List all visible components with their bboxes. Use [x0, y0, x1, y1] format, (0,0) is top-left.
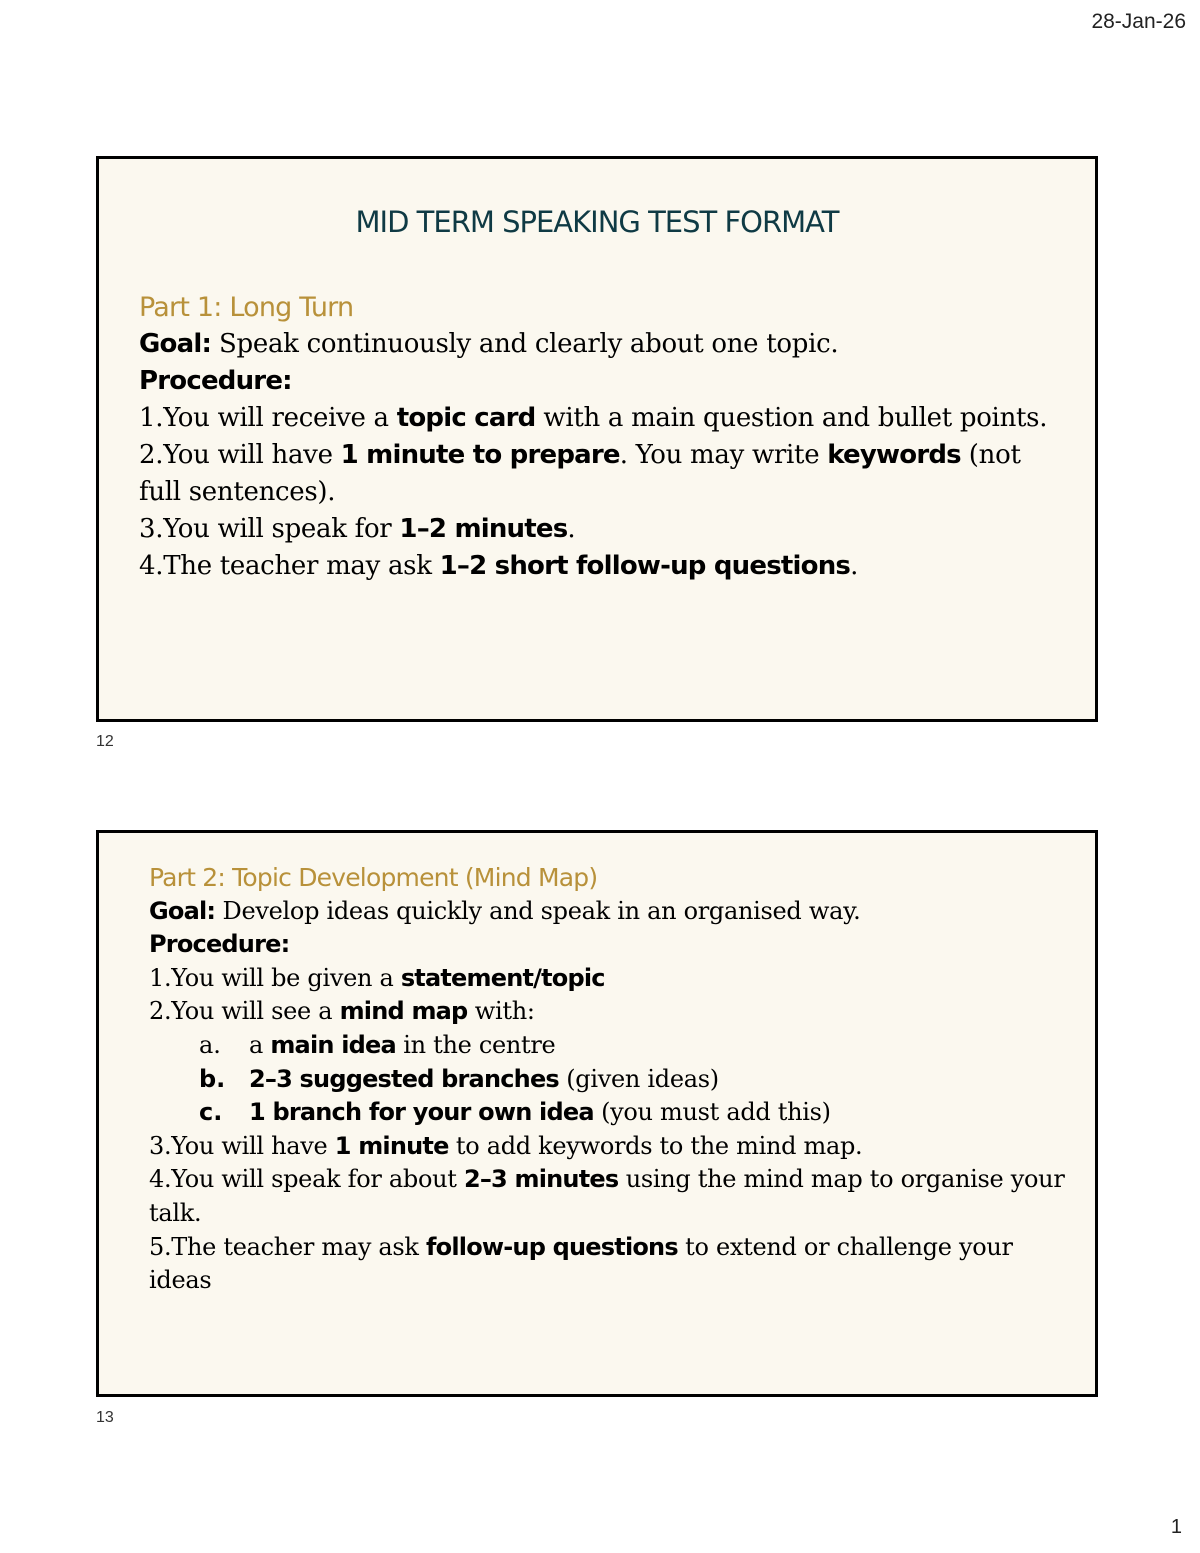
procedure-step: 1.You will receive a topic card with a main question and bullet points. [139, 403, 1048, 433]
slide-number: 12 [96, 733, 114, 750]
procedure-step: 5.The teacher may ask follow-up questions to extend or challenge your ideas [149, 1232, 1013, 1295]
goal-line [139, 326, 1065, 363]
sub-item-marker: b. [199, 1064, 226, 1093]
sub-item: a. a main idea in the centre [149, 1029, 1065, 1063]
goal-label: Goal: [149, 896, 216, 925]
part-heading: Part 2: Topic Development (Mind Map) [149, 863, 598, 892]
procedure-step: 4.You will speak for about 2–3 minutes using the mind map to organise your talk. [149, 1165, 1065, 1227]
sub-item-marker: a. [199, 1030, 221, 1059]
goal-text: Develop ideas quickly and speak in an organised way. [215, 896, 861, 925]
slide-content [149, 861, 1065, 1298]
procedure-step: 3.You will speak for 1–2 minutes. [139, 514, 576, 544]
sub-item: c. 1 branch for your own idea (you must add this) [149, 1096, 1065, 1130]
page-number: 1 [1170, 1516, 1182, 1538]
goal-label: Goal: [139, 329, 212, 359]
procedure-step: 1.You will be given a statement/topic [149, 963, 605, 992]
goal-text: Speak continuously and clearly about one topic. [211, 329, 839, 359]
procedure-step: 2.You will see a mind map with: [149, 997, 535, 1026]
procedure-step: 3.You will have 1 minute to add keywords to the mind map. [149, 1131, 863, 1160]
page-date: 28-Jan-26 [1091, 10, 1186, 33]
goal-line [149, 895, 1065, 929]
procedure-step: 2.You will have 1 minute to prepare. You may write keywords (not full sentences). [139, 440, 1021, 507]
slide-12 [96, 156, 1098, 722]
procedure-label: Procedure: [139, 366, 292, 396]
procedure-step: 4.The teacher may ask 1–2 short follow-up questions. [139, 551, 859, 581]
slide-title: MID TERM SPEAKING TEST FORMAT [355, 205, 839, 239]
sub-item: b. 2–3 suggested branches (given ideas) [149, 1063, 1065, 1097]
sub-item-marker: c. [199, 1098, 223, 1127]
part-heading: Part 1: Long Turn [139, 292, 354, 323]
slide-content [139, 289, 1065, 585]
slide-13 [96, 830, 1098, 1397]
slide-number: 13 [96, 1409, 114, 1426]
procedure-label: Procedure: [149, 930, 290, 959]
